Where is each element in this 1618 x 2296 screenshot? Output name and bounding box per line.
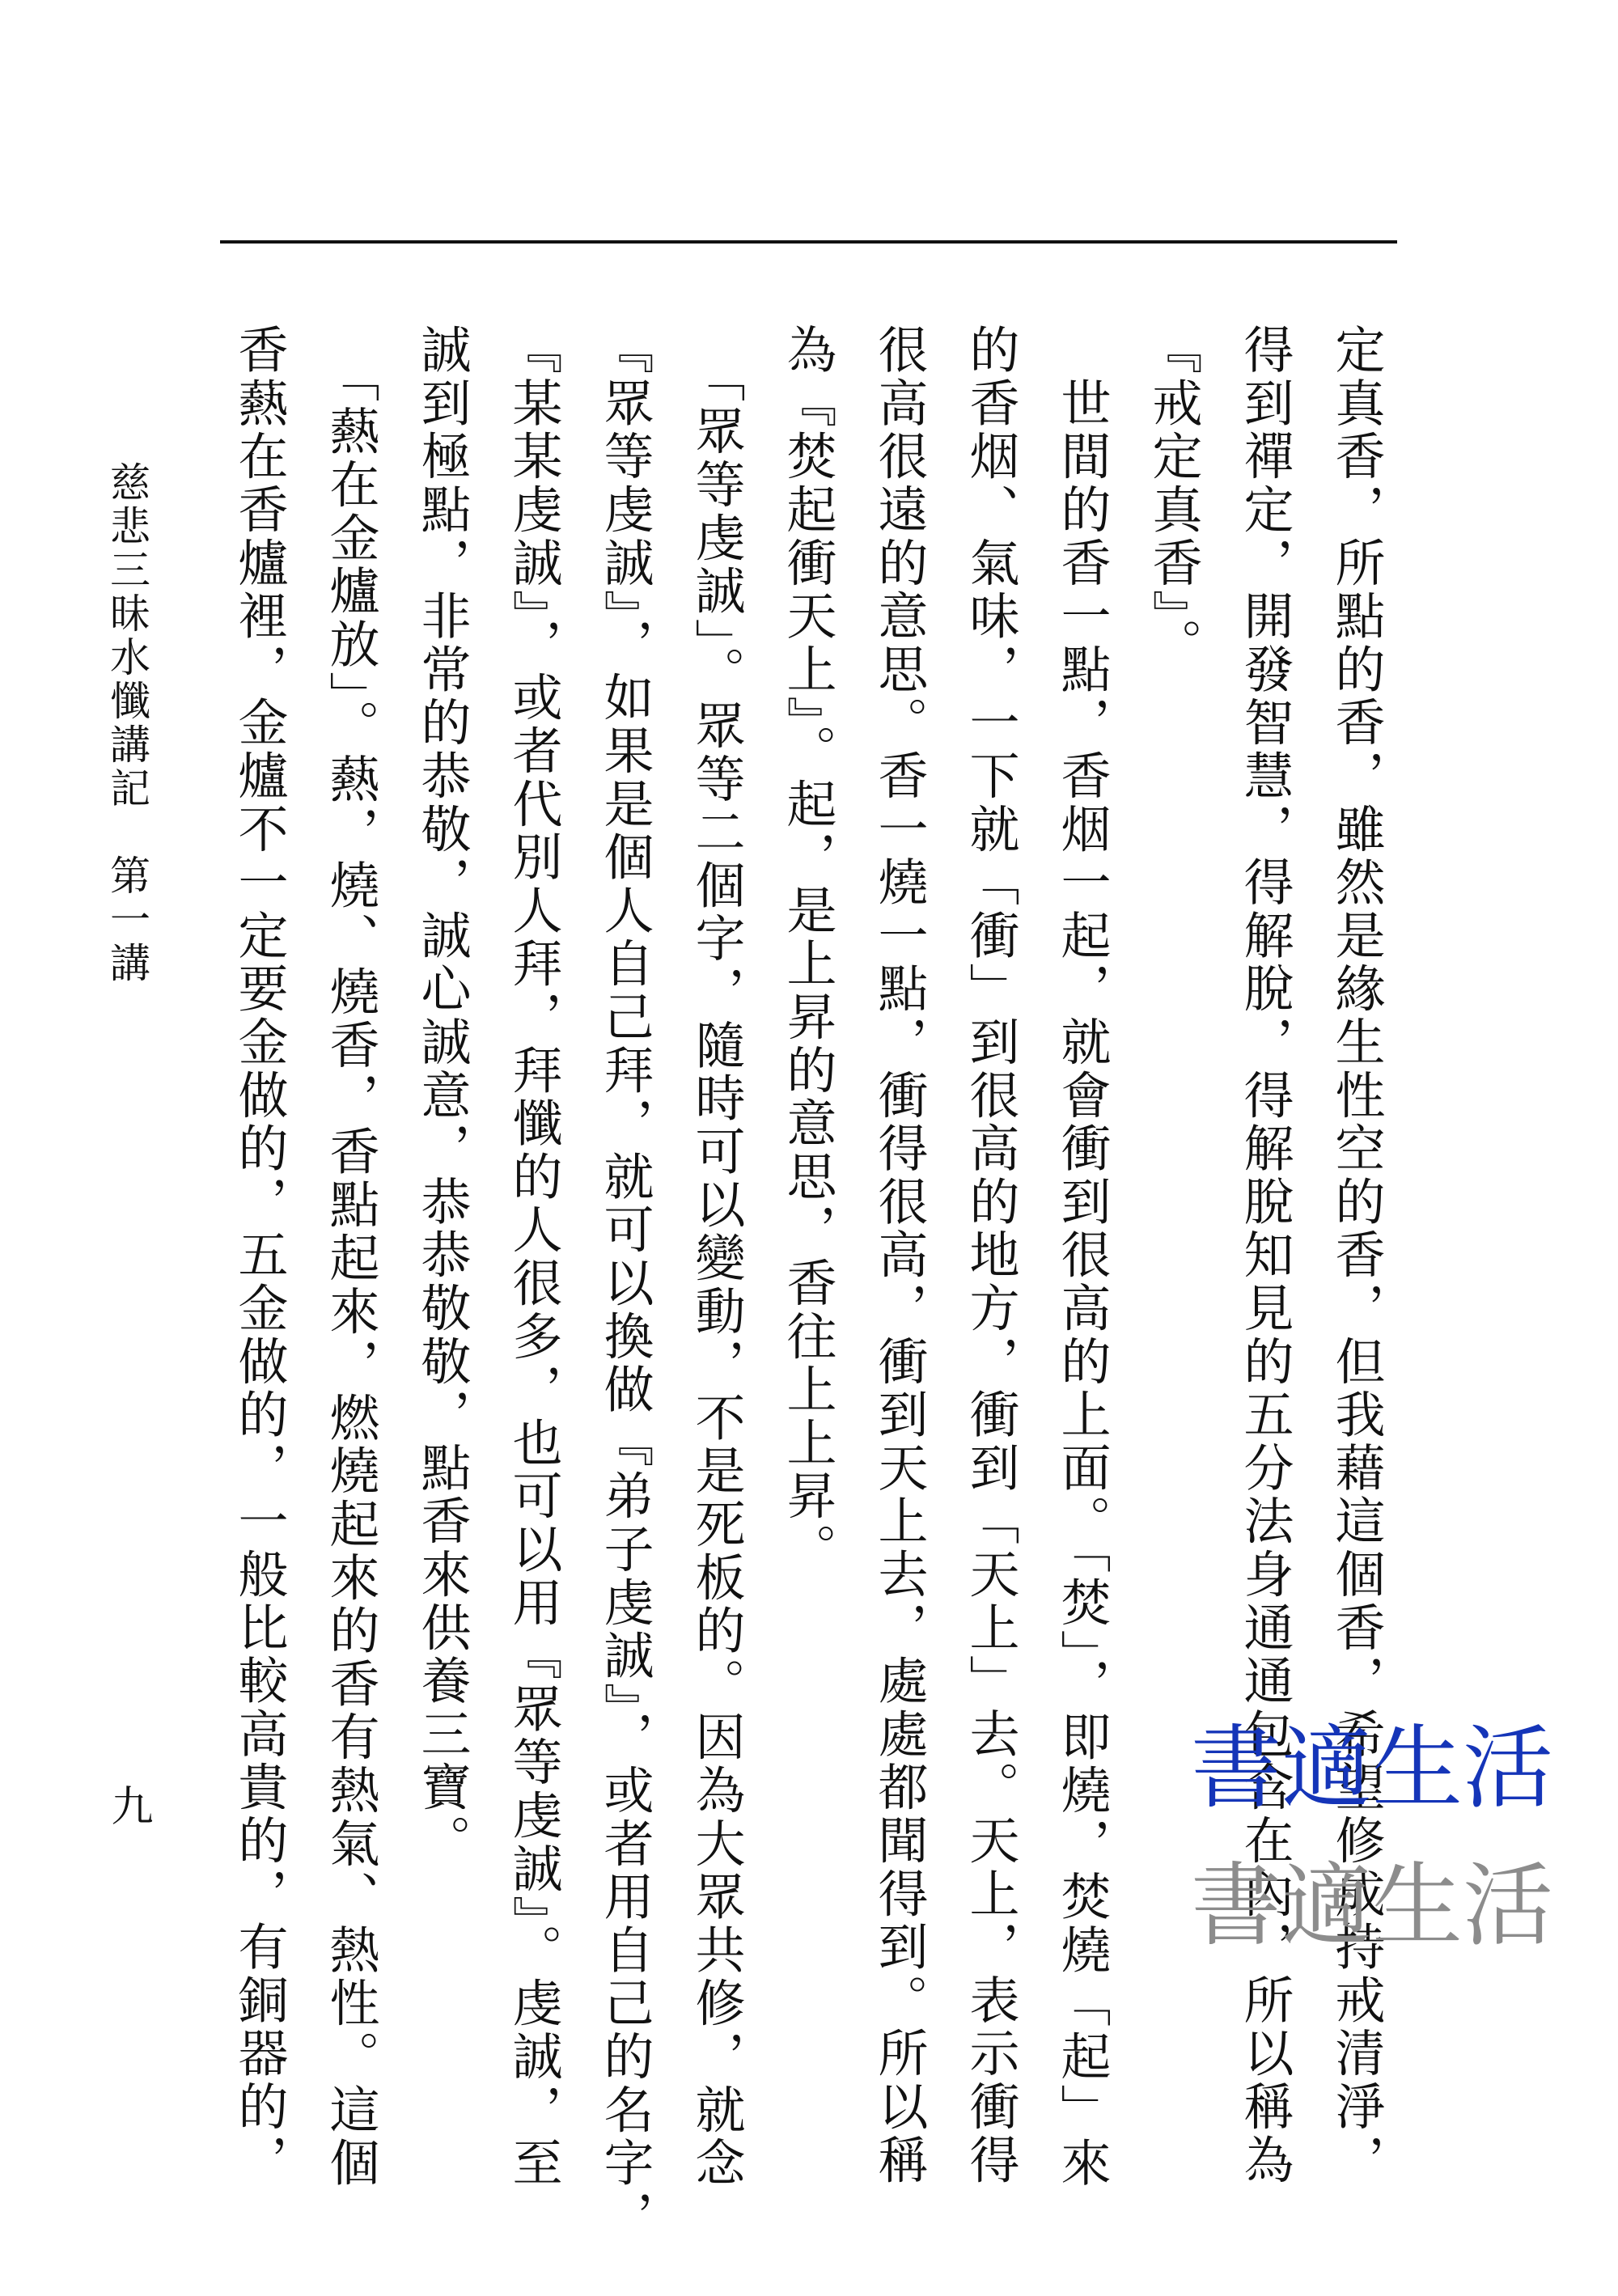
text-column-13: 香爇在香爐裡，金爐不一定要金做的，五金做的，一般比較高貴的，有銅器的， (230, 324, 289, 2187)
text-column-1: 定真香，所點的香，雖然是緣生性空的香，但我藉這個香，希望修成持戒清淨， (1327, 324, 1386, 2187)
text-column-2: 得到禪定，開發智慧，得解脫，得解脫知見的五分法身通通包含在內，所以稱為 (1235, 324, 1294, 2187)
text-column-4: 世間的香一點，香烟一起，就會衝到很高的上面。「焚」，即燒，焚燒「起」來 (1053, 324, 1112, 2190)
text-column-6: 很高很遠的意思。香一燒一點，衝得很高，衝到天上去，處處都聞得到。所以稱 (870, 324, 929, 2187)
header-rule (220, 240, 1397, 244)
page-number: 九 (104, 1784, 152, 1829)
text-column-8: 「眾等虔誠」。眾等二個字，隨時可以變動，不是死板的。因為大眾共修，就念 (687, 324, 746, 2190)
text-column-9: 『眾等虔誠』，如果是個人自己拜，就可以換做『弟子虔誠』，或者用自己的名字， (595, 324, 654, 2243)
text-column-5: 的香烟、氣味，一下就「衝」到很高的地方，衝到「天上」去。天上，表示衝得 (961, 324, 1020, 2187)
text-column-3: 『戒定真香』。 (1144, 324, 1203, 671)
text-column-11: 誠到極點，非常的恭敬，誠心誠意，恭恭敬敬，點香來供養三寶。 (413, 324, 472, 1868)
text-column-12: 「爇在金爐放」。爇，燒、燒香，香點起來，燃燒起來的香有熱氣、熱性。這個 (321, 324, 380, 2190)
text-column-7: 為『焚起衝天上』。起，是上昇的意思，香往上上昇。 (778, 324, 837, 1577)
watermark-blue: 書適生活 (1191, 1716, 1553, 1821)
text-column-10: 『某某虔誠』，或者代別人拜，拜懺的人很多，也可以用『眾等虔誠』。虔誠，至 (504, 324, 563, 2190)
running-head: 慈悲三昧水懺講記 第一講 (104, 461, 150, 985)
watermark-gray: 書適生活 (1191, 1853, 1553, 1959)
